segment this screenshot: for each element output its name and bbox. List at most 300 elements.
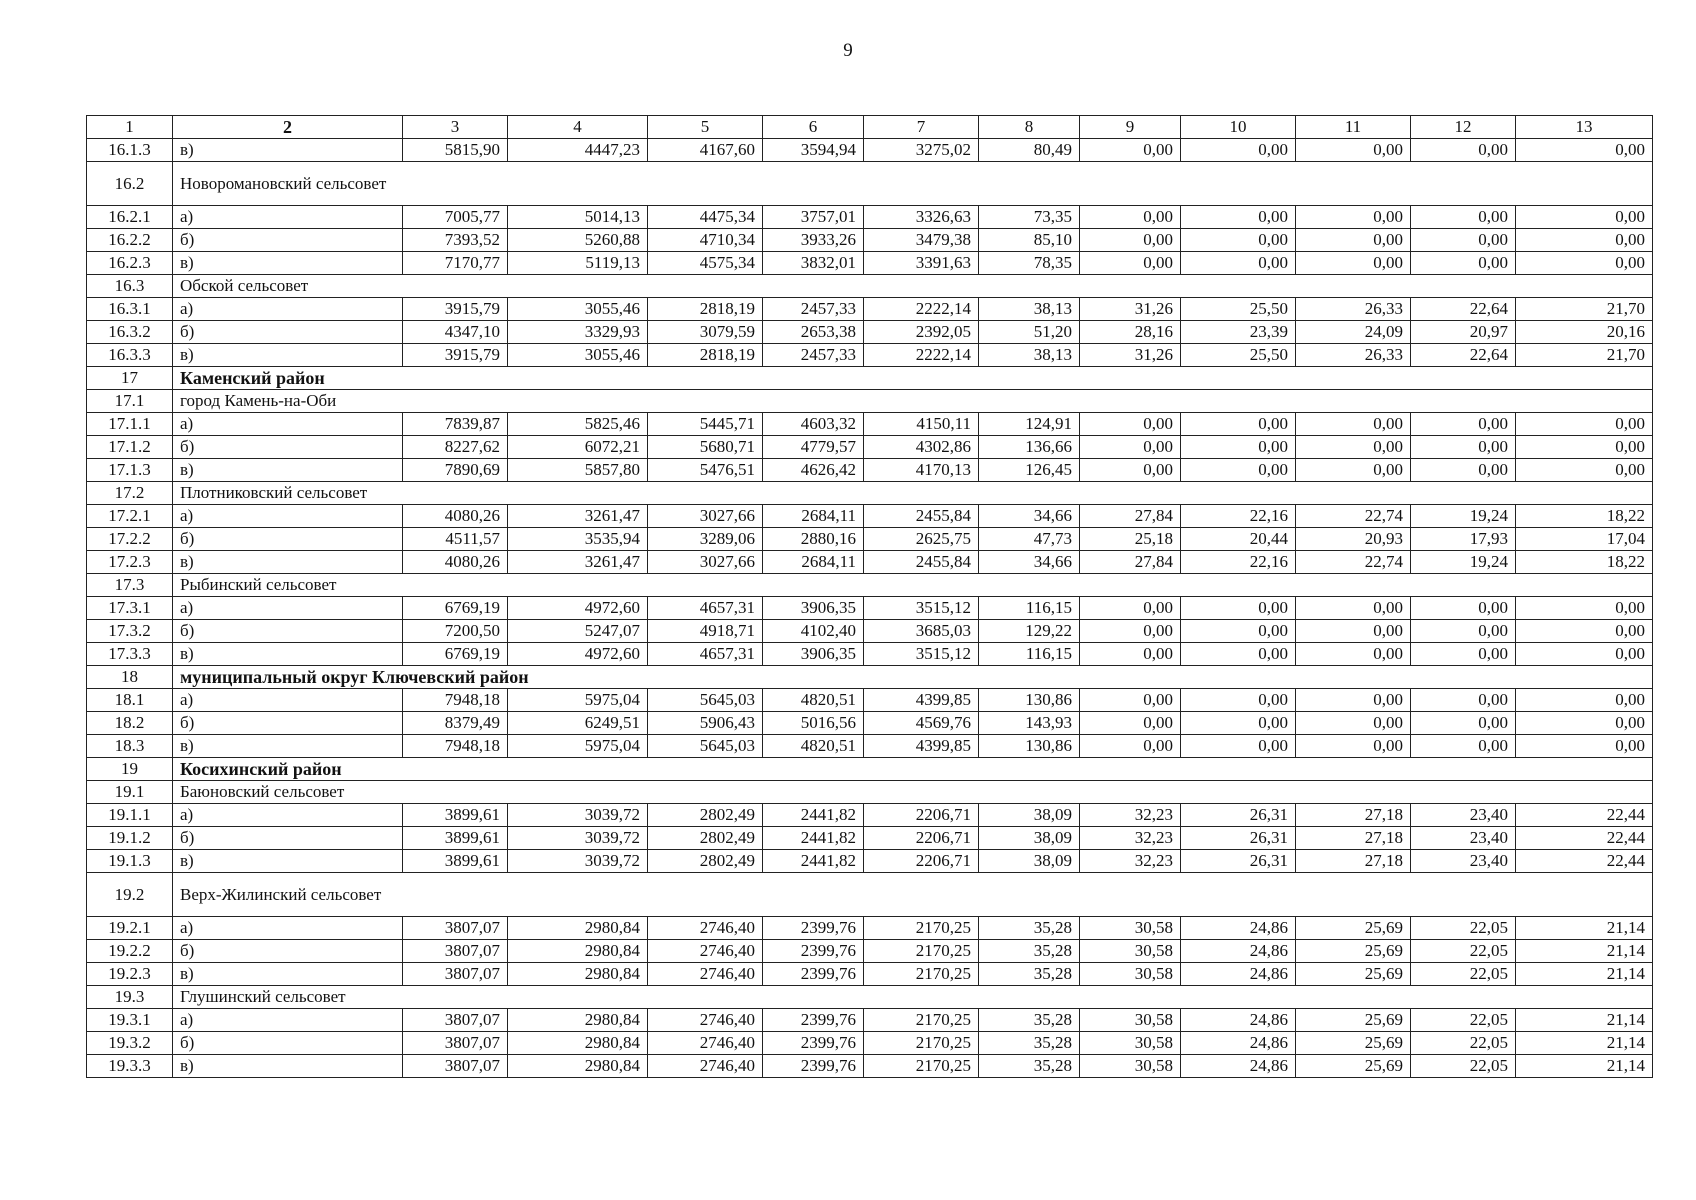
table-row <box>87 459 1653 482</box>
column-number: 12 <box>1411 116 1516 139</box>
table-cell: 2441,82 <box>763 850 864 873</box>
row-number: 19.1.3 <box>87 850 173 873</box>
table-cell: 0,00 <box>1516 413 1653 436</box>
row-number: 17.3.1 <box>87 597 173 620</box>
table-cell: 0,00 <box>1516 252 1653 275</box>
table-cell: 22,64 <box>1411 344 1516 367</box>
table-cell: 8227,62 <box>403 436 508 459</box>
table-cell: 0,00 <box>1516 459 1653 482</box>
table-row <box>87 963 1653 986</box>
table-cell: 0,00 <box>1181 436 1296 459</box>
table-cell: 5906,43 <box>648 712 763 735</box>
table-cell: 23,40 <box>1411 827 1516 850</box>
table-cell: 22,05 <box>1411 1055 1516 1078</box>
table-cell: 0,00 <box>1516 712 1653 735</box>
table-cell: 4302,86 <box>864 436 979 459</box>
row-label: в) <box>173 459 403 482</box>
table-cell: 19,24 <box>1411 505 1516 528</box>
table-cell: 3807,07 <box>403 1055 508 1078</box>
table-cell: 20,44 <box>1181 528 1296 551</box>
table-cell: 30,58 <box>1080 1032 1181 1055</box>
table-cell: 2170,25 <box>864 940 979 963</box>
row-label: б) <box>173 528 403 551</box>
table-cell: 21,70 <box>1516 298 1653 321</box>
table-cell: 0,00 <box>1080 252 1181 275</box>
column-number: 6 <box>763 116 864 139</box>
row-number: 18.3 <box>87 735 173 758</box>
table-cell: 38,09 <box>979 850 1080 873</box>
table-cell: 2980,84 <box>508 917 648 940</box>
table-cell: 5119,13 <box>508 252 648 275</box>
table-cell: 32,23 <box>1080 850 1181 873</box>
table-cell: 22,05 <box>1411 963 1516 986</box>
table-cell: 4972,60 <box>508 643 648 666</box>
table-cell: 22,05 <box>1411 917 1516 940</box>
table-cell: 28,16 <box>1080 321 1181 344</box>
table-cell: 3079,59 <box>648 321 763 344</box>
table-cell: 130,86 <box>979 735 1080 758</box>
table-cell: 24,86 <box>1181 940 1296 963</box>
table-cell: 129,22 <box>979 620 1080 643</box>
row-number: 17 <box>87 367 173 390</box>
table-cell: 21,14 <box>1516 1009 1653 1032</box>
table-cell: 0,00 <box>1080 436 1181 459</box>
table-cell: 3039,72 <box>508 827 648 850</box>
table-cell: 5680,71 <box>648 436 763 459</box>
row-number: 16.2 <box>87 162 173 206</box>
section-row <box>87 482 1653 505</box>
table-cell: 0,00 <box>1296 735 1411 758</box>
table-cell: 0,00 <box>1296 712 1411 735</box>
table-cell: 24,09 <box>1296 321 1411 344</box>
table-cell: 30,58 <box>1080 963 1181 986</box>
table-cell: 35,28 <box>979 963 1080 986</box>
table-cell: 35,28 <box>979 1055 1080 1078</box>
table-cell: 38,09 <box>979 804 1080 827</box>
row-number: 18.1 <box>87 689 173 712</box>
row-number: 17.2.2 <box>87 528 173 551</box>
table-cell: 7393,52 <box>403 229 508 252</box>
table-cell: 0,00 <box>1080 459 1181 482</box>
table-row <box>87 712 1653 735</box>
table-cell: 26,31 <box>1181 850 1296 873</box>
table-cell: 22,05 <box>1411 1032 1516 1055</box>
table-cell: 3906,35 <box>763 597 864 620</box>
table-row <box>87 1009 1653 1032</box>
row-number: 19 <box>87 758 173 781</box>
table-cell: 3807,07 <box>403 963 508 986</box>
table-cell: 2399,76 <box>763 1055 864 1078</box>
table-row <box>87 620 1653 643</box>
row-label: в) <box>173 735 403 758</box>
table-cell: 30,58 <box>1080 1055 1181 1078</box>
table-cell: 3832,01 <box>763 252 864 275</box>
table-cell: 0,00 <box>1411 139 1516 162</box>
section-title: Плотниковский сельсовет <box>173 482 1653 505</box>
table-cell: 4102,40 <box>763 620 864 643</box>
table-cell: 22,74 <box>1296 551 1411 574</box>
section-row <box>87 758 1653 781</box>
row-number: 19.3.2 <box>87 1032 173 1055</box>
table-cell: 3899,61 <box>403 804 508 827</box>
table-cell: 6072,21 <box>508 436 648 459</box>
table-cell: 2746,40 <box>648 1055 763 1078</box>
table-cell: 23,40 <box>1411 850 1516 873</box>
table-cell: 3261,47 <box>508 551 648 574</box>
section-title: Обской сельсовет <box>173 275 1653 298</box>
row-number: 19.2.3 <box>87 963 173 986</box>
row-number: 18 <box>87 666 173 689</box>
table-cell: 3915,79 <box>403 344 508 367</box>
column-number: 9 <box>1080 116 1181 139</box>
table-cell: 0,00 <box>1296 689 1411 712</box>
table-cell: 0,00 <box>1181 413 1296 436</box>
table-cell: 0,00 <box>1516 206 1653 229</box>
table-cell: 0,00 <box>1411 735 1516 758</box>
row-number: 18.2 <box>87 712 173 735</box>
table-cell: 34,66 <box>979 505 1080 528</box>
table-cell: 24,86 <box>1181 1032 1296 1055</box>
table-cell: 7005,77 <box>403 206 508 229</box>
table-cell: 35,28 <box>979 1009 1080 1032</box>
row-label: а) <box>173 505 403 528</box>
row-label: а) <box>173 1009 403 1032</box>
table-cell: 3515,12 <box>864 597 979 620</box>
table-cell: 17,04 <box>1516 528 1653 551</box>
table-cell: 0,00 <box>1516 643 1653 666</box>
section-row <box>87 666 1653 689</box>
table-cell: 0,00 <box>1181 252 1296 275</box>
table-cell: 4080,26 <box>403 551 508 574</box>
table-cell: 17,93 <box>1411 528 1516 551</box>
row-label: а) <box>173 298 403 321</box>
table-cell: 25,69 <box>1296 1032 1411 1055</box>
table-cell: 2802,49 <box>648 850 763 873</box>
row-number: 17.2.1 <box>87 505 173 528</box>
table-cell: 3329,93 <box>508 321 648 344</box>
table-cell: 22,44 <box>1516 850 1653 873</box>
section-row <box>87 574 1653 597</box>
section-title: город Камень-на-Оби <box>173 390 1653 413</box>
table-cell: 0,00 <box>1181 206 1296 229</box>
table-cell: 5645,03 <box>648 735 763 758</box>
table-cell: 3261,47 <box>508 505 648 528</box>
section-row <box>87 781 1653 804</box>
row-label: а) <box>173 206 403 229</box>
table-cell: 2802,49 <box>648 827 763 850</box>
table-cell: 23,39 <box>1181 321 1296 344</box>
section-title: Каменский район <box>173 367 1653 390</box>
table-cell: 2746,40 <box>648 1032 763 1055</box>
row-label: а) <box>173 917 403 940</box>
table-cell: 0,00 <box>1411 436 1516 459</box>
table-cell: 116,15 <box>979 643 1080 666</box>
row-number: 17.3.2 <box>87 620 173 643</box>
table-cell: 3807,07 <box>403 1009 508 1032</box>
table-cell: 4820,51 <box>763 735 864 758</box>
table-row <box>87 139 1653 162</box>
table-cell: 24,86 <box>1181 963 1296 986</box>
table-cell: 2684,11 <box>763 505 864 528</box>
table-cell: 3685,03 <box>864 620 979 643</box>
table-cell: 3906,35 <box>763 643 864 666</box>
table-cell: 3594,94 <box>763 139 864 162</box>
table-cell: 2818,19 <box>648 344 763 367</box>
table-cell: 5260,88 <box>508 229 648 252</box>
table-row <box>87 436 1653 459</box>
table-cell: 5815,90 <box>403 139 508 162</box>
row-label: а) <box>173 597 403 620</box>
table-cell: 0,00 <box>1181 643 1296 666</box>
row-label: б) <box>173 827 403 850</box>
table-body <box>87 116 1653 1078</box>
table-cell: 2746,40 <box>648 917 763 940</box>
row-number: 19.1.2 <box>87 827 173 850</box>
table-cell: 4820,51 <box>763 689 864 712</box>
table-row <box>87 229 1653 252</box>
table-cell: 2222,14 <box>864 298 979 321</box>
table-row <box>87 551 1653 574</box>
table-cell: 3275,02 <box>864 139 979 162</box>
table-cell: 19,24 <box>1411 551 1516 574</box>
row-number: 17.1.2 <box>87 436 173 459</box>
table-row <box>87 689 1653 712</box>
table-cell: 0,00 <box>1080 229 1181 252</box>
table-cell: 5016,56 <box>763 712 864 735</box>
table-cell: 5476,51 <box>648 459 763 482</box>
table-cell: 4657,31 <box>648 643 763 666</box>
table-cell: 0,00 <box>1411 597 1516 620</box>
table-row <box>87 597 1653 620</box>
table-cell: 5857,80 <box>508 459 648 482</box>
row-label: б) <box>173 712 403 735</box>
table-cell: 38,13 <box>979 344 1080 367</box>
table-cell: 78,35 <box>979 252 1080 275</box>
section-row <box>87 275 1653 298</box>
table-cell: 4918,71 <box>648 620 763 643</box>
row-label: б) <box>173 1032 403 1055</box>
table-cell: 0,00 <box>1181 735 1296 758</box>
table-cell: 0,00 <box>1181 689 1296 712</box>
table-cell: 126,45 <box>979 459 1080 482</box>
table-cell: 0,00 <box>1296 229 1411 252</box>
table-cell: 30,58 <box>1080 940 1181 963</box>
table-cell: 0,00 <box>1516 689 1653 712</box>
column-number: 10 <box>1181 116 1296 139</box>
table-cell: 0,00 <box>1411 712 1516 735</box>
row-number: 16.2.3 <box>87 252 173 275</box>
table-cell: 5247,07 <box>508 620 648 643</box>
table-cell: 24,86 <box>1181 917 1296 940</box>
table-cell: 7948,18 <box>403 689 508 712</box>
table-cell: 0,00 <box>1181 597 1296 620</box>
row-label: а) <box>173 804 403 827</box>
table-cell: 21,14 <box>1516 1055 1653 1078</box>
table-cell: 31,26 <box>1080 298 1181 321</box>
table-cell: 130,86 <box>979 689 1080 712</box>
table-row <box>87 321 1653 344</box>
table-cell: 2457,33 <box>763 344 864 367</box>
table-cell: 22,44 <box>1516 804 1653 827</box>
table-cell: 124,91 <box>979 413 1080 436</box>
row-number: 16.3.1 <box>87 298 173 321</box>
table-cell: 3899,61 <box>403 850 508 873</box>
table-cell: 2980,84 <box>508 1055 648 1078</box>
table-cell: 21,14 <box>1516 963 1653 986</box>
table-cell: 80,49 <box>979 139 1080 162</box>
row-number: 17.1.1 <box>87 413 173 436</box>
table-cell: 0,00 <box>1080 712 1181 735</box>
section-row <box>87 162 1653 206</box>
table-cell: 38,13 <box>979 298 1080 321</box>
table-cell: 4779,57 <box>763 436 864 459</box>
table-cell: 5825,46 <box>508 413 648 436</box>
section-row <box>87 367 1653 390</box>
table-cell: 2399,76 <box>763 1009 864 1032</box>
table-cell: 3479,38 <box>864 229 979 252</box>
row-label: в) <box>173 252 403 275</box>
table-cell: 136,66 <box>979 436 1080 459</box>
table-cell: 26,33 <box>1296 344 1411 367</box>
row-label: в) <box>173 139 403 162</box>
column-number: 11 <box>1296 116 1411 139</box>
table-row <box>87 804 1653 827</box>
table-cell: 0,00 <box>1296 597 1411 620</box>
table-cell: 5975,04 <box>508 735 648 758</box>
table-cell: 0,00 <box>1080 206 1181 229</box>
table-cell: 0,00 <box>1296 206 1411 229</box>
column-number-row <box>87 116 1653 139</box>
table-cell: 2170,25 <box>864 1055 979 1078</box>
table-cell: 2980,84 <box>508 1032 648 1055</box>
table-cell: 3899,61 <box>403 827 508 850</box>
table-cell: 2746,40 <box>648 940 763 963</box>
column-number: 13 <box>1516 116 1653 139</box>
column-number: 5 <box>648 116 763 139</box>
table-cell: 0,00 <box>1411 689 1516 712</box>
table-cell: 2980,84 <box>508 1009 648 1032</box>
table-cell: 0,00 <box>1516 139 1653 162</box>
table-row <box>87 735 1653 758</box>
row-number: 19.3 <box>87 986 173 1009</box>
table-cell: 51,20 <box>979 321 1080 344</box>
table-cell: 20,93 <box>1296 528 1411 551</box>
table-cell: 4511,57 <box>403 528 508 551</box>
table-cell: 4399,85 <box>864 735 979 758</box>
table-cell: 0,00 <box>1411 252 1516 275</box>
table-cell: 6769,19 <box>403 643 508 666</box>
table-cell: 4972,60 <box>508 597 648 620</box>
table-cell: 2170,25 <box>864 1032 979 1055</box>
table-cell: 26,31 <box>1181 827 1296 850</box>
table-cell: 2399,76 <box>763 940 864 963</box>
table-cell: 7200,50 <box>403 620 508 643</box>
row-number: 17.2 <box>87 482 173 505</box>
table-cell: 30,58 <box>1080 917 1181 940</box>
table-cell: 4347,10 <box>403 321 508 344</box>
table-cell: 0,00 <box>1181 229 1296 252</box>
table-cell: 24,86 <box>1181 1055 1296 1078</box>
table-cell: 25,50 <box>1181 344 1296 367</box>
table-cell: 22,05 <box>1411 1009 1516 1032</box>
section-row <box>87 873 1653 917</box>
table-cell: 23,40 <box>1411 804 1516 827</box>
table-cell: 2222,14 <box>864 344 979 367</box>
table-row <box>87 940 1653 963</box>
column-number: 1 <box>87 116 173 139</box>
table-row <box>87 1032 1653 1055</box>
column-number: 8 <box>979 116 1080 139</box>
table-cell: 0,00 <box>1411 413 1516 436</box>
row-number: 16.3.3 <box>87 344 173 367</box>
table-cell: 22,44 <box>1516 827 1653 850</box>
section-title: муниципальный округ Ключевский район <box>173 666 1653 689</box>
table-cell: 26,33 <box>1296 298 1411 321</box>
column-number: 2 <box>173 116 403 139</box>
row-label: в) <box>173 963 403 986</box>
table-cell: 35,28 <box>979 940 1080 963</box>
table-cell: 73,35 <box>979 206 1080 229</box>
table-cell: 4603,32 <box>763 413 864 436</box>
table-cell: 0,00 <box>1080 139 1181 162</box>
section-title: Верх-Жилинский сельсовет <box>173 873 1653 917</box>
table-row <box>87 827 1653 850</box>
table-cell: 0,00 <box>1516 735 1653 758</box>
table-cell: 0,00 <box>1411 643 1516 666</box>
column-number: 4 <box>508 116 648 139</box>
row-label: в) <box>173 850 403 873</box>
table-cell: 2880,16 <box>763 528 864 551</box>
table-cell: 2392,05 <box>864 321 979 344</box>
row-label: б) <box>173 321 403 344</box>
table-cell: 22,16 <box>1181 505 1296 528</box>
row-label: в) <box>173 643 403 666</box>
table-cell: 0,00 <box>1296 139 1411 162</box>
table-row <box>87 505 1653 528</box>
table-cell: 4399,85 <box>864 689 979 712</box>
tariff-table <box>86 115 1653 1078</box>
table-row <box>87 206 1653 229</box>
row-number: 19.3.1 <box>87 1009 173 1032</box>
table-cell: 3391,63 <box>864 252 979 275</box>
table-cell: 116,15 <box>979 597 1080 620</box>
table-cell: 143,93 <box>979 712 1080 735</box>
table-cell: 4080,26 <box>403 505 508 528</box>
table-cell: 0,00 <box>1411 620 1516 643</box>
table-cell: 20,16 <box>1516 321 1653 344</box>
table-cell: 4710,34 <box>648 229 763 252</box>
table-cell: 25,69 <box>1296 917 1411 940</box>
table-cell: 4150,11 <box>864 413 979 436</box>
row-label: в) <box>173 1055 403 1078</box>
table-cell: 26,31 <box>1181 804 1296 827</box>
table-cell: 7170,77 <box>403 252 508 275</box>
row-number: 19.2.1 <box>87 917 173 940</box>
table-row <box>87 528 1653 551</box>
table-cell: 2653,38 <box>763 321 864 344</box>
table-cell: 0,00 <box>1516 229 1653 252</box>
row-number: 19.1.1 <box>87 804 173 827</box>
table-cell: 0,00 <box>1411 229 1516 252</box>
table-cell: 25,18 <box>1080 528 1181 551</box>
table-cell: 4475,34 <box>648 206 763 229</box>
table-cell: 25,69 <box>1296 963 1411 986</box>
table-cell: 22,16 <box>1181 551 1296 574</box>
table-cell: 2399,76 <box>763 917 864 940</box>
table-cell: 2625,75 <box>864 528 979 551</box>
table-cell: 4657,31 <box>648 597 763 620</box>
table-cell: 0,00 <box>1181 459 1296 482</box>
